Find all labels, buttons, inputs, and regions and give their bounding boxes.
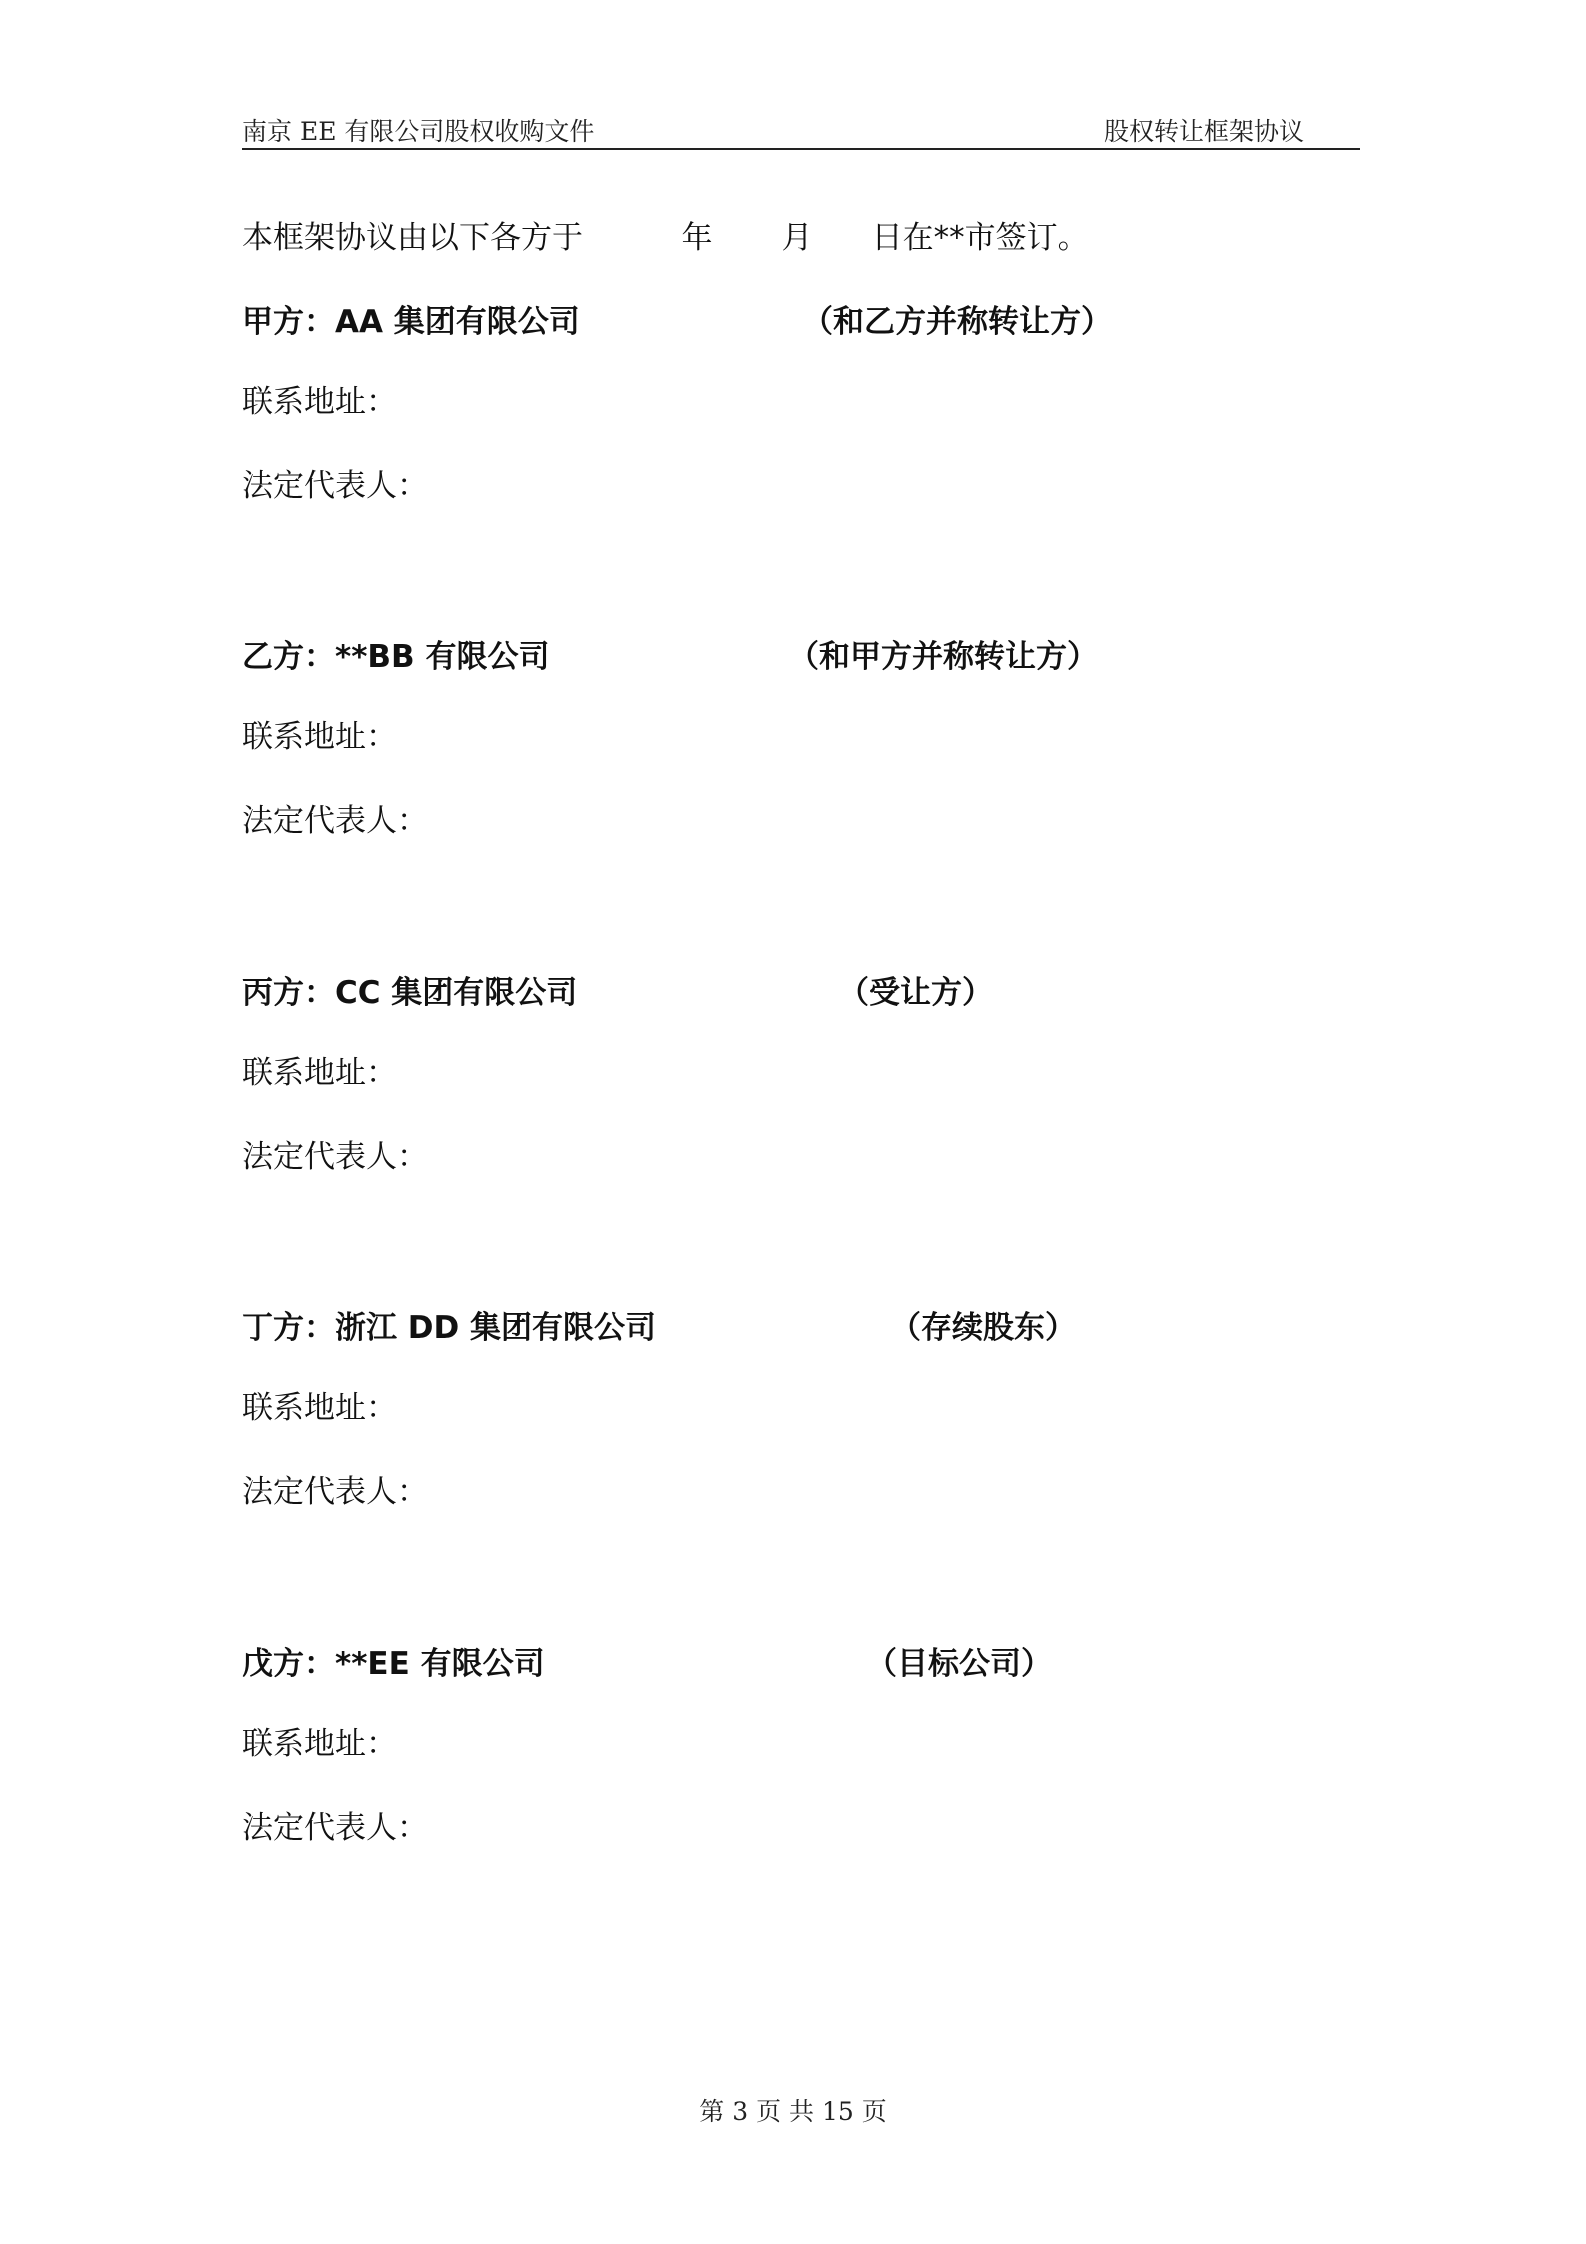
party-b-representative-label: 法定代表人：: [242, 803, 428, 839]
intro-sentence: 本框架协议由以下各方于 年 月 日在**市签订。: [242, 220, 1089, 256]
party-d-representative-label: 法定代表人：: [242, 1474, 428, 1510]
party-c-representative-label: 法定代表人：: [242, 1139, 428, 1175]
party-c-name: 丙方：CC 集团有限公司: [242, 975, 578, 1011]
header-document-title: 南京 EE 有限公司股权收购文件: [242, 117, 595, 146]
party-d-role: （存续股东）: [890, 1310, 1076, 1346]
header-agreement-title: 股权转让框架协议: [1103, 117, 1304, 146]
party-a-name: 甲方：AA 集团有限公司: [242, 304, 580, 340]
party-a-role: （和乙方并称转让方）: [802, 304, 1112, 340]
party-d-name: 丁方：浙江 DD 集团有限公司: [242, 1310, 657, 1346]
party-b-address-label: 联系地址：: [242, 719, 397, 755]
party-a-representative-label: 法定代表人：: [242, 468, 428, 504]
party-b-name: 乙方：**BB 有限公司: [242, 639, 550, 675]
page-header: [242, 112, 1360, 150]
party-b-role: （和甲方并称转让方）: [788, 639, 1098, 675]
party-e-name: 戊方：**EE 有限公司: [242, 1646, 545, 1682]
party-a-address-label: 联系地址：: [242, 384, 397, 420]
party-c-address-label: 联系地址：: [242, 1055, 397, 1091]
page-number-footer: 第 3 页 共 15 页: [699, 2097, 887, 2126]
party-e-role: （目标公司）: [866, 1646, 1052, 1682]
party-e-representative-label: 法定代表人：: [242, 1810, 428, 1846]
party-e-address-label: 联系地址：: [242, 1726, 397, 1762]
party-d-address-label: 联系地址：: [242, 1390, 397, 1426]
party-c-role: （受让方）: [838, 975, 993, 1011]
